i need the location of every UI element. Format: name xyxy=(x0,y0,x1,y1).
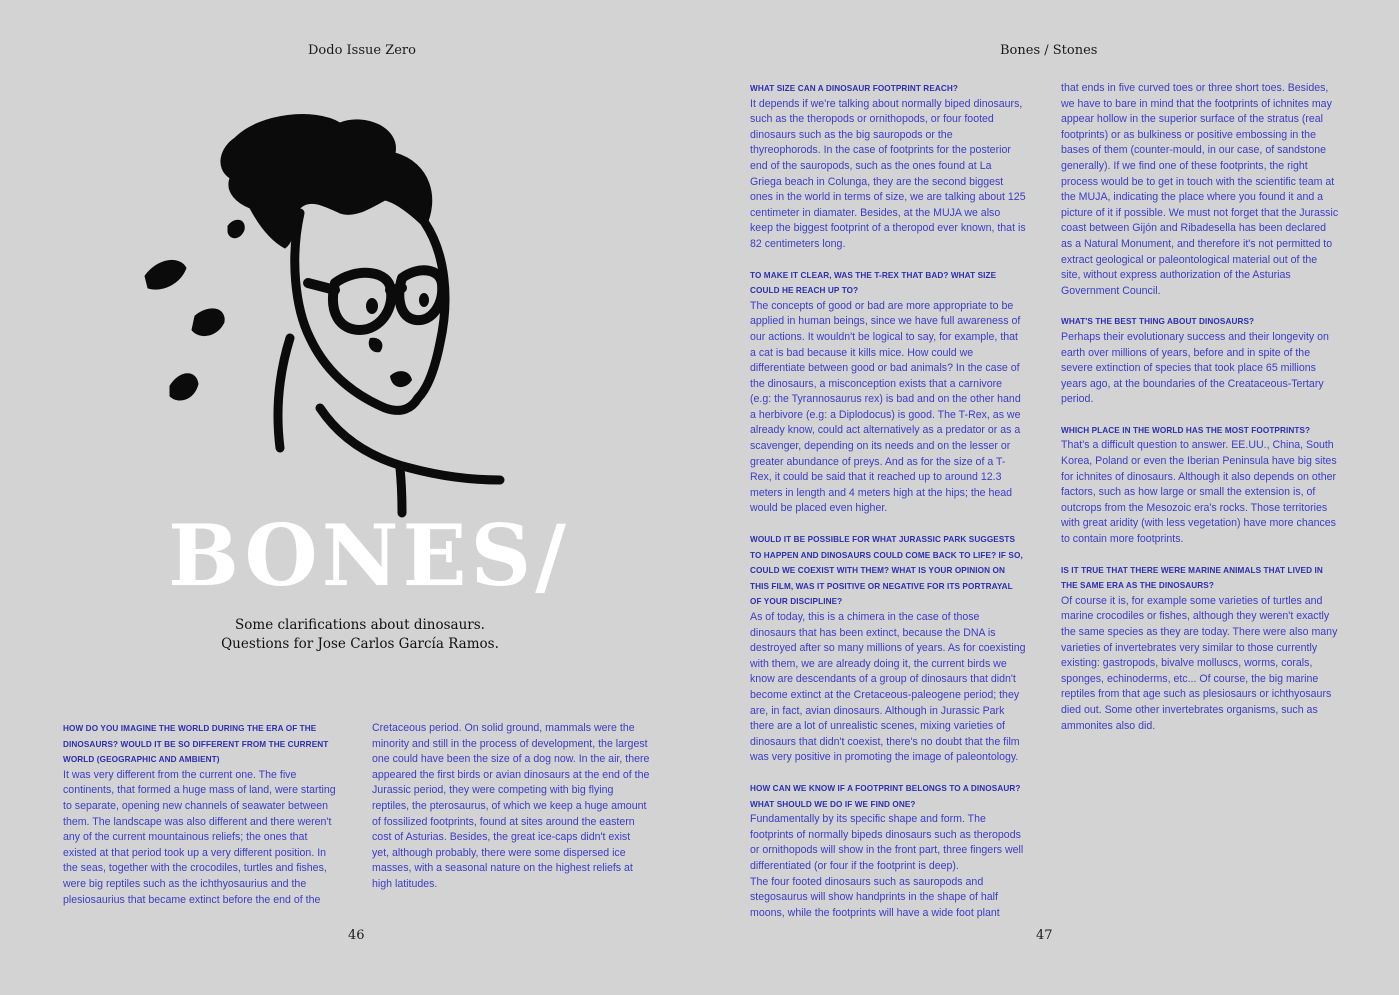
question-heading: WHAT SIZE CAN A DINOSAUR FOOTPRINT REACH? xyxy=(750,84,959,93)
text-column-4 xyxy=(1061,81,1339,734)
text-column-3 xyxy=(750,81,1026,921)
page-number-left: 46 xyxy=(348,928,365,943)
question-heading: WOULD IT BE POSSIBLE FOR WHAT JURASSIC PARK SUGGESTS TO HAPPEN AND DINOSAURS COULD COME BACK TO LIFE? IF SO, COULD WE COEXIST WITH THEM? WHAT IS YOUR OPINION ON THIS FILM, WAS IT POSITIVE OR NEGATIVE FOR ITS PORTRAYAL OF YOUR DISCIPLINE? xyxy=(750,535,1023,607)
text-column-2 xyxy=(372,721,650,893)
text-column-1 xyxy=(63,721,339,908)
answer-text: It was very different from the current one. The five continents, that formed a huge mass of land, were starting to separate, opening new channels of seawater between them. The landscape was also different and there weren't any of the current mountainous reliefs; the ones that existed at that period took up a very different position. In the seas, together with the crocodiles, turtles and fishes, were big reptiles such as the ichthyosaurius and the plesiosaurius that became extinct before the end of the xyxy=(63,768,336,906)
answer-text: Of course it is, for example some varieties of turtles and marine crocodiles or fishes, although they weren't exactly the same species as they are today. There were also many varieties of invertebrates very similar to those currently existing: gastropods, bivalve molluscs, worms, corals, sponges, echinoderms, etc... Of course, the big marine reptiles from that age such as plesiosaurs or ichthyosaurs died out. Some other invertebrates organisms, such as ammonites also did. xyxy=(1061,594,1338,732)
answer-text: Cretaceous period. On solid ground, mammals were the minority and still in the process of development, the largest one could have been the size of a dog now. In the air, there appeared the first birds or avian dinosaurs at the end of the Jurassic period, they were competing with big flying reptiles, the pterosaurus, of which we keep a huge amount of fossilized footprints, found at sites around the eastern cost of Asturias. Besides, the great ice-caps didn't exist yet, although probably, there were some dispersed ice masses, with a seasonal nature on the highest reliefs at high latitudes. xyxy=(372,722,650,890)
question-heading: WHICH PLACE IN THE WORLD HAS THE MOST FOOTPRINTS? xyxy=(1061,425,1311,435)
subtitle-line-1: Some clarifications about dinosaurs. xyxy=(235,617,485,633)
answer-text: Perhaps their evolutionary success and their longevity on earth over millions of years, before and in spite of the severe extinction of species that took place 65 millions years ago, at the boundaries of the Creataceous-Tertary period. xyxy=(1061,330,1329,406)
question-heading: HOW CAN WE KNOW IF A FOOTPRINT BELONGS TO A DINOSAUR? WHAT SHOULD WE DO IF WE FIND ONE? xyxy=(750,783,1021,809)
answer-text: As of today, this is a chimera in the case of those dinosaurs that has been extinct, because the DNA is destroyed after so many millions of years. As for coexisting with them, we are already doing it, the current birds we know are descendants of a group of dinosaurs that didn't become extinct at the Cretaceous-paleogene period; they are, in fact, avian dinosaurs. Although in Jurassic Park there are a lot of unrealistic scenes, mixing varieties of dinosaurs that didn't coexist, there's no doubt that the film was very positive in promoting the image of paleontology. xyxy=(750,611,1026,764)
page-number-right: 47 xyxy=(1036,928,1053,943)
question-heading: HOW DO YOU IMAGINE THE WORLD DURING THE ERA OF THE DINOSAURS? WOULD IT BE SO DIFFERENT FROM THE CURRENT WORLD (GEOGRAPHIC AND AMBIENT) xyxy=(63,724,329,765)
answer-text: that ends in five curved toes or three short toes. Besides, we have to bare in mind that the footprints of ichnites may appear hollow in the superior surface of the stratus (real footprints) or as bulkiness or positive embossing in the bases of them (counter-mould, in our case, of sandstone generally). If we find one of these footprints, the right process would be to get in touch with the scientific team at the MUJA, indicating the place where you found it and a picture of it if possible. We must not forget that the Jurassic coast between Gijón and Ribadesella has been declared as a Natural Monument, and therefore it's not permitted to extract geological or paleontological material out of the site, without express authorization of the Asturias Government Council. xyxy=(1061,82,1339,297)
article-title: BONES/ xyxy=(168,506,570,605)
question-heading: WHAT'S THE BEST THING ABOUT DINOSAURS? xyxy=(1061,317,1255,327)
answer-text: The four footed dinosaurs such as sauropods and stegosaurus will show handprints in the shape of half moons, while the footprints will have a wide foot plant xyxy=(750,875,1000,919)
answer-text: That's a difficult question to answer. EE.UU., China, South Korea, Poland or even the Iberian Peninsula have big sites for ichnites of dinosaurs. Although it also depends on other factors, such as how large or small the extension is, of outcrops from the Mesozoic era's rocks. Those territories with great aridity (with less vegetation) have more chances to contain more footprints. xyxy=(1061,439,1337,546)
answer-text: The concepts of good or bad are more appropriate to be applied in human beings, since we have full awareness of our actions. It wouldn't be logical to say, for example, that a cat is bad because it kills mice. How could we differentiate between good or bad animals? In the case of the dinosaurs, a misconception exists that a carnivore (e.g: the Tyrannosaurus rex) is bad and on the other hand a herbivore (e.g: a Diplodocus) is good. The T-Rex, as we already know, could act alternatively as a predator or as a scavenger, depending on its needs and on the lesser or greater abundance of preys. And as for the size of a T-Rex, it could be said that it reached up to around 12.3 meters in length and 4 meters high at the hips; the head would be placed even higher. xyxy=(750,299,1021,515)
running-head-left: Dodo Issue Zero xyxy=(308,43,416,58)
answer-text: Fundamentally by its specific shape and form. The footprints of normally bipeds dinosaurs such as theropods or ornithopods will show in the front part, three fingers well differentiated (or four if the footprint is deep). xyxy=(750,813,1024,872)
portrait-illustration xyxy=(140,108,560,518)
answer-text: It depends if we're talking about normally biped dinosaurs, such as the theropods or ornithopods, or four footed dinosaurs such as the big sauropods or the thyreophorods. In the case of footprints for the posterior end of the sauropods, such as the ones found at La Griega beach in Colunga, they are the second biggest ones in the world in terms of size, we are talking about 125 centimeter in diamater. Besides, at the MUJA we also keep the biggest footprint of a theropod ever known, that is 82 centimeters long. xyxy=(750,97,1026,250)
question-heading: TO MAKE IT CLEAR, WAS THE T-REX THAT BAD? WHAT SIZE COULD HE REACH UP TO? xyxy=(750,270,997,296)
question-heading: IS IT TRUE THAT THERE WERE MARINE ANIMALS THAT LIVED IN THE SAME ERA AS THE DINOSAURS? xyxy=(1061,565,1323,591)
running-head-right: Bones / Stones xyxy=(1000,43,1098,58)
subtitle-line-2: Questions for Jose Carlos García Ramos. xyxy=(221,636,499,652)
article-subtitle xyxy=(170,616,550,654)
